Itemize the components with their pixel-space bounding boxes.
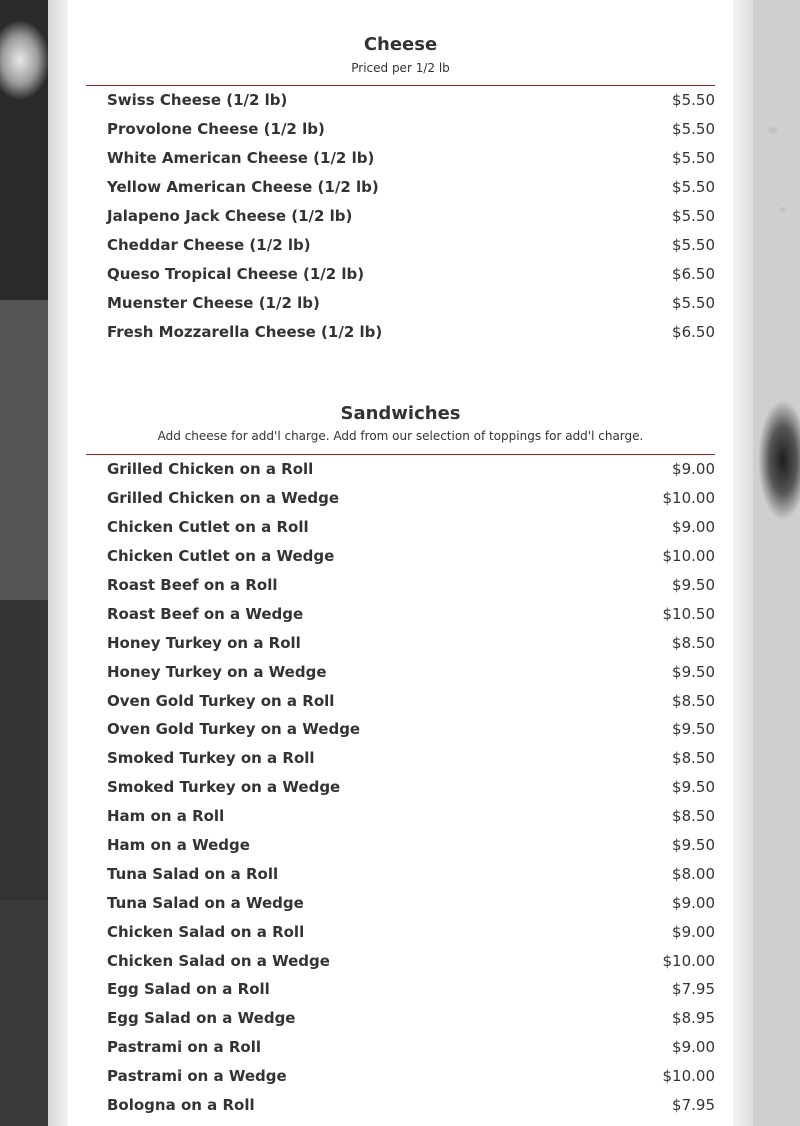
menu-item[interactable] [86,946,715,975]
menu-item[interactable] [86,628,715,657]
section-title: Cheese [363,34,438,55]
menu-item-price: $6.50 [672,264,715,283]
menu-item-name: Chicken Salad on a Wedge [107,951,330,970]
menu-item-price: $9.50 [672,836,715,855]
menu-item-price: $9.00 [672,518,715,537]
section-title: Sandwiches [340,403,461,424]
menu-item-name: Fresh Mozzarella Cheese (1/2 lb) [107,322,383,341]
menu-item-name: Queso Tropical Cheese (1/2 lb) [107,264,365,283]
menu-item-name: Egg Salad on a Roll [107,980,270,999]
menu-item-name: Chicken Cutlet on a Roll [107,518,309,537]
menu-item-name: Jalapeno Jack Cheese (1/2 lb) [107,207,353,225]
menu-item-name: Yellow American Cheese (1/2 lb) [107,178,379,197]
menu-item-price: $10.00 [662,489,715,508]
menu-item-name: Roast Beef on a Wedge [107,604,304,623]
menu-item-price: $10.00 [662,547,715,566]
menu-item[interactable] [86,975,715,1004]
menu-item-name: Ham on a Wedge [107,836,250,855]
menu-item-list [86,455,715,1119]
menu-item[interactable] [86,599,715,628]
menu-item-price: $5.50 [672,91,715,110]
menu-item-price: $8.50 [672,749,715,768]
menu-item-price: $9.00 [672,922,715,941]
menu-item-name: Honey Turkey on a Roll [107,633,301,652]
menu-item[interactable] [86,657,715,686]
menu-item-price: $9.50 [672,778,715,797]
menu-item-name: Oven Gold Turkey on a Wedge [107,720,361,739]
menu-item-name: Grilled Chicken on a Roll [107,460,314,479]
menu-item-price: $8.50 [672,807,715,826]
menu-item-price: $5.50 [672,293,715,312]
menu-section-cheese [86,34,715,346]
menu-item-name: Swiss Cheese (1/2 lb) [107,91,288,110]
menu-item-price: $10.00 [662,1067,715,1086]
menu-item-name: Grilled Chicken on a Wedge [107,489,340,508]
menu-item[interactable] [86,1004,715,1033]
menu-item-name: Pastrami on a Wedge [107,1067,287,1086]
menu-item[interactable] [86,744,715,773]
menu-item-name: Muenster Cheese (1/2 lb) [107,293,320,312]
menu-item-name: Egg Salad on a Wedge [107,1009,296,1028]
menu-item-name: Pastrami on a Roll [107,1038,262,1057]
menu-item-name: Tuna Salad on a Wedge [107,893,304,912]
menu-item[interactable] [86,86,715,115]
menu-item[interactable] [86,288,715,317]
menu-item[interactable] [86,542,715,571]
menu-item-price: $9.50 [672,576,715,594]
menu-item[interactable] [86,859,715,888]
menu-item-price: $5.50 [672,178,715,197]
menu-item-price: $5.50 [672,235,715,254]
menu-item-price: $9.00 [672,460,715,479]
menu-item-name: Chicken Salad on a Roll [107,922,305,941]
background-fade-right [733,0,753,1126]
menu-item-name: Chicken Cutlet on a Wedge [107,547,335,566]
menu-item[interactable] [86,317,715,346]
menu-item-price: $8.50 [672,691,715,710]
menu-item-price: $5.50 [672,120,715,139]
menu-item-price: $10.50 [662,604,715,623]
menu-item[interactable] [86,1062,715,1091]
background-photo-left [0,0,48,1126]
section-subtitle: Add cheese for add'l charge. Add from our selection of toppings for add'l charge. [157,429,644,443]
menu-item-price: $9.50 [672,662,715,681]
menu-item-price: $7.95 [672,980,715,999]
menu-item[interactable] [86,773,715,802]
menu-item-name: Roast Beef on a Roll [107,576,278,594]
menu-item-name: Oven Gold Turkey on a Roll [107,691,335,710]
menu-item[interactable] [86,513,715,542]
menu-item-price: $8.50 [672,633,715,652]
menu-item-price: $7.95 [672,1096,715,1115]
menu-item-name: Tuna Salad on a Roll [107,864,279,883]
menu-item-price: $5.50 [672,207,715,225]
menu-item-price: $9.50 [672,720,715,739]
menu-item-name: Smoked Turkey on a Wedge [107,778,341,797]
menu-item[interactable] [86,455,715,484]
menu-section-sandwiches [86,403,715,1119]
menu-item[interactable] [86,259,715,288]
menu-item[interactable] [86,144,715,173]
menu-item[interactable] [86,202,715,231]
menu-item-name: Smoked Turkey on a Roll [107,749,315,768]
menu-item-name: Honey Turkey on a Wedge [107,662,327,681]
menu-item[interactable] [86,802,715,831]
menu-item-name: Bologna on a Roll [107,1096,255,1115]
background-fade-left [48,0,68,1126]
menu-item[interactable] [86,115,715,144]
section-subtitle: Priced per 1/2 lb [351,61,450,75]
menu-item[interactable] [86,917,715,946]
menu-item-name: Provolone Cheese (1/2 lb) [107,120,325,139]
menu-item-price: $10.00 [662,951,715,970]
menu-item[interactable] [86,715,715,744]
menu-item[interactable] [86,230,715,259]
menu-item[interactable] [86,686,715,715]
menu-item[interactable] [86,888,715,917]
menu-item-name: Ham on a Roll [107,807,225,826]
menu-panel [68,0,733,1126]
menu-item[interactable] [86,173,715,202]
menu-item[interactable] [86,484,715,513]
menu-item-price: $9.00 [672,893,715,912]
menu-item-price: $6.50 [672,322,715,341]
menu-item-price: $8.95 [672,1009,715,1028]
menu-item-list [86,86,715,346]
menu-item[interactable] [86,1033,715,1062]
menu-item-price: $9.00 [672,1038,715,1057]
menu-item-price: $8.00 [672,864,715,883]
menu-item-price: $5.50 [672,149,715,168]
menu-item[interactable] [86,571,715,600]
menu-item-name: White American Cheese (1/2 lb) [107,149,375,168]
menu-item[interactable] [86,831,715,860]
menu-item[interactable] [86,1091,715,1120]
menu-item-name: Cheddar Cheese (1/2 lb) [107,235,311,254]
background-photo-right [753,0,800,1126]
